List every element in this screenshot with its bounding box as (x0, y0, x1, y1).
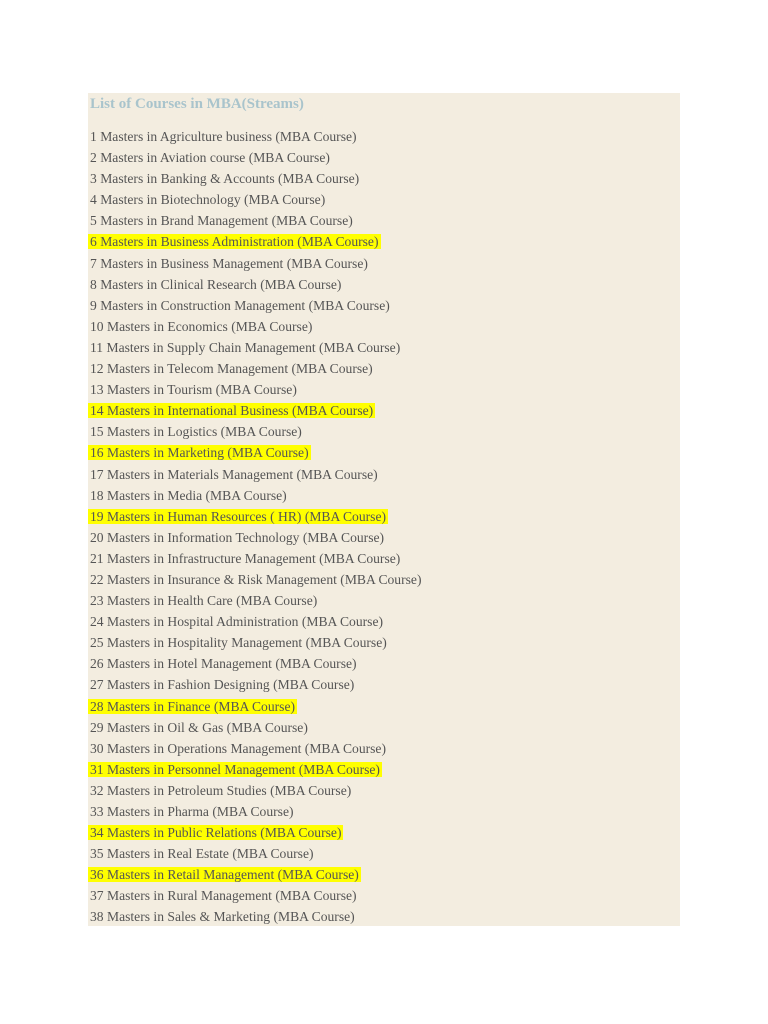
page-title: List of Courses in MBA(Streams) (90, 96, 304, 112)
course-label: 31 Masters in Personnel Management (MBA Course) (90, 761, 380, 777)
course-label: 3 Masters in Banking & Accounts (MBA Course) (90, 171, 360, 187)
list-item (88, 674, 423, 695)
course-label: 26 Masters in Hotel Management (MBA Course) (90, 656, 357, 672)
course-label: 1 Masters in Agriculture business (MBA Course) (90, 129, 357, 144)
list-item (88, 337, 423, 358)
list-item (88, 611, 423, 632)
list-item (88, 295, 423, 316)
course-label: 9 Masters in Construction Management (MBA Course) (90, 297, 390, 313)
course-label: 22 Masters in Insurance & Risk Management (MBA Course) (90, 571, 422, 587)
list-item (88, 210, 423, 231)
course-label: 36 Masters in Retail Management (MBA Course) (90, 867, 359, 883)
course-label: 28 Masters in Finance (MBA Course) (90, 698, 296, 714)
list-item (88, 548, 423, 569)
list-item (88, 464, 423, 485)
list-item (88, 485, 423, 506)
course-label: 13 Masters in Tourism (MBA Course) (90, 382, 297, 398)
course-label: 14 Masters in International Business (MBA Course) (90, 403, 374, 419)
course-label: 37 Masters in Rural Management (MBA Course) (90, 888, 357, 904)
course-label: 20 Masters in Information Technology (MBA Course) (90, 529, 385, 545)
course-label: 34 Masters in Public Relations (MBA Course) (90, 825, 342, 841)
content-panel (88, 93, 680, 926)
course-label: 35 Masters in Real Estate (MBA Course) (90, 846, 314, 862)
list-item (88, 885, 423, 906)
list-item (88, 843, 423, 864)
list-item (88, 738, 423, 759)
course-label: 19 Masters in Human Resources ( HR) (MBA Course) (90, 508, 387, 524)
list-item-highlighted (88, 759, 423, 780)
list-item-highlighted (88, 696, 423, 717)
list-item (88, 632, 423, 653)
course-label: 24 Masters in Hospital Administration (MBA Course) (90, 614, 384, 630)
list-item-highlighted (88, 400, 423, 421)
list-item (88, 147, 423, 168)
list-item (88, 379, 423, 400)
course-label: 6 Masters in Business Administration (MBA Course) (90, 234, 379, 250)
course-label: 29 Masters in Oil & Gas (MBA Course) (90, 719, 308, 735)
course-label: 30 Masters in Operations Management (MBA Course) (90, 740, 386, 756)
course-label: 15 Masters in Logistics (MBA Course) (90, 424, 302, 440)
list-item (88, 569, 423, 590)
list-item (88, 527, 423, 548)
list-item (88, 189, 423, 210)
list-item (88, 801, 423, 822)
course-label: 38 Masters in Sales & Marketing (MBA Course) (90, 909, 355, 925)
list-item (88, 358, 423, 379)
course-label: 33 Masters in Pharma (MBA Course) (90, 804, 294, 819)
course-label: 8 Masters in Clinical Research (MBA Course) (90, 276, 342, 292)
list-item (88, 717, 423, 738)
course-label: 10 Masters in Economics (MBA Course) (90, 318, 313, 334)
list-item (88, 274, 423, 295)
list-item-highlighted (88, 231, 423, 252)
course-label: 16 Masters in Marketing (MBA Course) (90, 445, 309, 461)
list-item (88, 421, 423, 442)
list-item (88, 590, 423, 611)
course-label: 25 Masters in Hospitality Management (MBA Course) (90, 635, 387, 651)
course-label: 18 Masters in Media (MBA Course) (90, 487, 287, 503)
list-item-highlighted (88, 442, 423, 463)
list-item (88, 780, 423, 801)
course-label: 21 Masters in Infrastructure Management (MBA Course) (90, 550, 401, 566)
list-item (88, 168, 423, 189)
course-label: 11 Masters in Supply Chain Management (MBA Course) (90, 339, 401, 355)
list-item (88, 253, 423, 274)
list-item-highlighted (88, 506, 423, 527)
list-item (88, 316, 423, 337)
course-list (88, 126, 423, 928)
course-label: 7 Masters in Business Management (MBA Course) (90, 255, 368, 271)
list-item (88, 906, 423, 927)
course-label: 5 Masters in Brand Management (MBA Course) (90, 213, 353, 229)
list-item (88, 653, 423, 674)
list-item (88, 126, 423, 147)
course-label: 17 Masters in Materials Management (MBA Course) (90, 466, 378, 482)
course-label: 23 Masters in Health Care (MBA Course) (90, 593, 318, 609)
course-label: 12 Masters in Telecom Management (MBA Course) (90, 361, 373, 377)
course-label: 32 Masters in Petroleum Studies (MBA Course) (90, 782, 352, 798)
list-item-highlighted (88, 864, 423, 885)
course-label: 2 Masters in Aviation course (MBA Course) (90, 150, 330, 166)
course-label: 4 Masters in Biotechnology (MBA Course) (90, 192, 326, 208)
course-label: 27 Masters in Fashion Designing (MBA Course) (90, 677, 355, 693)
list-item-highlighted (88, 822, 423, 843)
